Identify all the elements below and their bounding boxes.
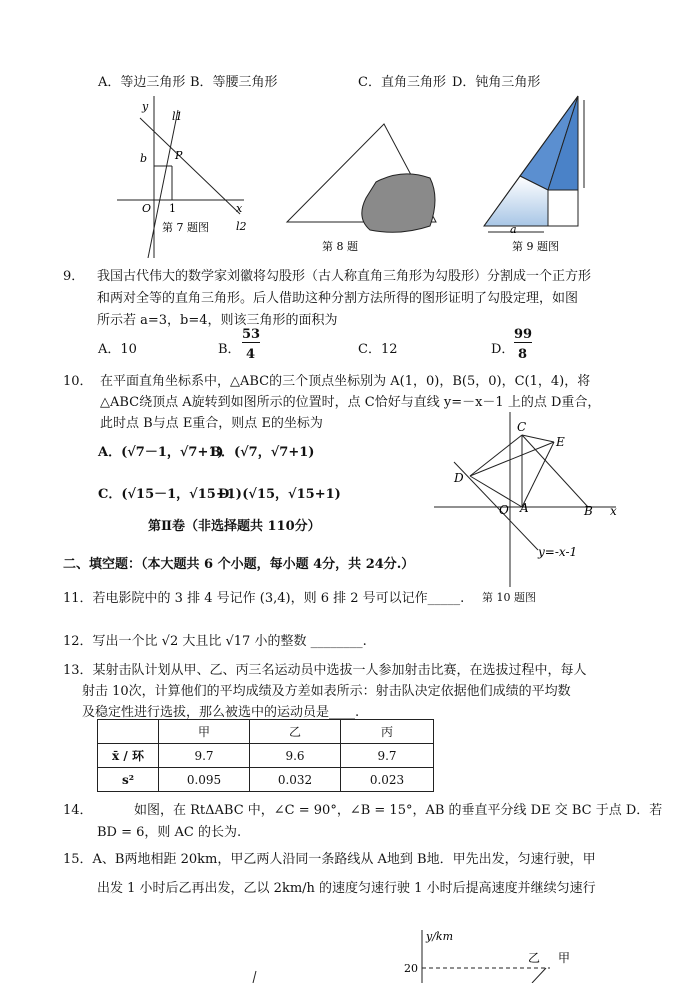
table-header-cell: 丙 xyxy=(341,720,434,744)
q11-text: 11．若电影院中的 3 排 4 号记作 (3,4)，则 6 排 2 号可以记作_____. xyxy=(63,591,465,606)
results-table xyxy=(97,719,434,792)
q8-option-b: B．等腰三角形 xyxy=(190,75,278,90)
q9-option-a: A．10 xyxy=(98,342,137,357)
section2-title: 二、填空题：（本大题共 6 个小题，每小题 4分，共 24分.） xyxy=(63,557,415,572)
fig15-tick-20: 20 xyxy=(404,962,418,975)
q10-line2: △ABC绕顶点 A旋转到如图所示的位置时，点 C恰好与直线 y=－x－1 上的点 D重合， xyxy=(100,395,601,410)
fig8-rock xyxy=(362,174,435,232)
part2-title: 第Ⅱ卷（非选择题共 110分） xyxy=(148,519,321,534)
fig15-y-label: y/km xyxy=(426,930,454,943)
q10-number: 10． xyxy=(63,374,93,389)
q9-line1: 我国古代伟大的数学家刘徽将勾股形（古人称直角三角形为勾股形）分割成一个正方形 xyxy=(97,269,592,284)
q14-line1: 如图，在 RtΔABC 中，∠C = 90°，∠B = 15°，AB 的垂直平分线 DE 交 BC 于点 D．若 xyxy=(134,803,663,818)
figure-8 xyxy=(280,118,446,254)
q8-option-d: D．钝角三角形 xyxy=(452,75,541,90)
table-header-row xyxy=(98,720,434,744)
fig10-de xyxy=(470,442,554,476)
fig7-l1-label: l1 xyxy=(172,110,183,123)
q14-line2: BD = 6，则 AC 的长为. xyxy=(97,825,242,840)
fig8-caption: 第 8 题 xyxy=(322,240,358,253)
q10-option-b: B．(√7，√7+1) xyxy=(210,445,315,460)
fig10-caption: 第 10 题图 xyxy=(482,591,536,604)
q9-number: 9． xyxy=(63,269,85,284)
table-cell: x̄ / 环 xyxy=(98,744,159,768)
fig15-segment xyxy=(253,971,256,983)
fig7-tick-1: 1 xyxy=(169,202,176,215)
figure-15 xyxy=(250,924,590,983)
fig7-o-label: O xyxy=(142,202,152,215)
figure-9 xyxy=(480,92,590,256)
q9-line2: 和两对全等的直角三角形。后人借助这种分割方法所得的图形证明了勾股定理，如图 xyxy=(97,291,579,306)
fig7-caption: 第 7 题图 xyxy=(162,221,209,234)
q9-option-b-label: B． xyxy=(218,342,241,357)
fig10-label-x: x xyxy=(610,504,617,518)
q13-line1: 13．某射击队计划从甲、乙、丙三名运动员中选拔一人参加射击比赛，在选拔过程中，每人 xyxy=(63,663,587,678)
fig9-square xyxy=(548,190,578,226)
table-header-cell: 甲 xyxy=(159,720,250,744)
q8-option-c: C．直角三角形 xyxy=(358,75,446,90)
q10-line3: 此时点 B与点 E重合，则点 E的坐标为 xyxy=(100,416,323,431)
table-header-cell: 乙 xyxy=(250,720,341,744)
q9-line3: 所示若 a=3，b=4，则该三角形的面积为 xyxy=(97,313,338,328)
q15-line2: 出发 1 小时后乙再出发，乙以 2km/h 的速度匀速行驶 1 小时后提高速度并继续匀速行 xyxy=(97,881,596,896)
fig10-dc xyxy=(470,435,522,476)
q10-line1: 在平面直角坐标系中，△ABC的三个顶点坐标别为 A(1，0)，B(5，0)，C(1，4)，将 xyxy=(100,374,591,389)
q9-option-b-denominator: 4 xyxy=(246,347,256,362)
fig10-label-e: E xyxy=(556,435,565,449)
table-row xyxy=(98,744,434,768)
q8-option-a: A．等边三角形 xyxy=(98,75,186,90)
table-cell: 0.032 xyxy=(250,768,341,792)
fig10-line-label: y=-x-1 xyxy=(538,545,578,559)
q12-text: 12．写出一个比 √2 大且比 √17 小的整数 ________. xyxy=(63,634,367,649)
table-cell: 9.6 xyxy=(250,744,341,768)
fig10-label-a: A xyxy=(520,501,529,515)
q10-option-a: A．(√7－1，√7+1) xyxy=(98,445,224,460)
q14-number: 14． xyxy=(63,803,93,818)
table-cell: 9.7 xyxy=(159,744,250,768)
q13-line2: 射击 10次，计算他们的平均成绩及方差如表所示：射击队决定依据他们成绩的平均数 xyxy=(82,684,571,699)
table-cell: s² xyxy=(98,768,159,792)
q9-option-b-numerator: 53 xyxy=(242,327,261,342)
fig15-label-yi: 乙 xyxy=(528,951,541,965)
table-cell: 9.7 xyxy=(341,744,434,768)
fig10-cb xyxy=(522,435,588,507)
figure-7 xyxy=(112,96,262,258)
fig15-line xyxy=(532,968,546,983)
q13-line3: 及稳定性进行选拔，那么被选中的运动员是____. xyxy=(82,705,360,720)
q10-option-d: D．(√15，√15+1) xyxy=(218,487,341,502)
fig7-line-l1 xyxy=(148,110,178,258)
figure-10 xyxy=(430,412,626,600)
fig7-p-label: P xyxy=(175,149,183,162)
fig9-caption: 第 9 题图 xyxy=(512,240,559,253)
fig10-label-b: B xyxy=(584,504,593,518)
table-cell: 0.095 xyxy=(159,768,250,792)
fig15-label-jia: 甲 xyxy=(558,951,571,965)
fig10-label-c: C xyxy=(517,420,527,434)
fig9-a-label: a xyxy=(510,223,517,236)
fig10-label-o: O xyxy=(499,503,509,517)
q9-option-d-denominator: 8 xyxy=(518,347,528,362)
fig7-b-label: b xyxy=(140,152,148,165)
table-cell: 0.023 xyxy=(341,768,434,792)
fig7-x-label: x xyxy=(236,202,243,215)
fig10-label-d: D xyxy=(454,471,464,485)
q10-option-c: C．(√15－1，√15+1) xyxy=(98,487,242,502)
q9-option-d-label: D． xyxy=(491,342,515,357)
q9-option-d-numerator: 99 xyxy=(514,327,533,342)
fig10-ad xyxy=(470,476,522,507)
q9-option-c: C．12 xyxy=(358,342,398,357)
table-header-cell xyxy=(98,720,159,744)
q15-line1: 15．A、B两地相距 20km，甲乙两人沿同一条路线从 A地到 B地．甲先出发，匀速行驶，甲 xyxy=(63,852,596,867)
table-row xyxy=(98,768,434,792)
fig7-l2-label: l2 xyxy=(236,220,247,233)
fig7-y-label: y xyxy=(142,100,149,113)
